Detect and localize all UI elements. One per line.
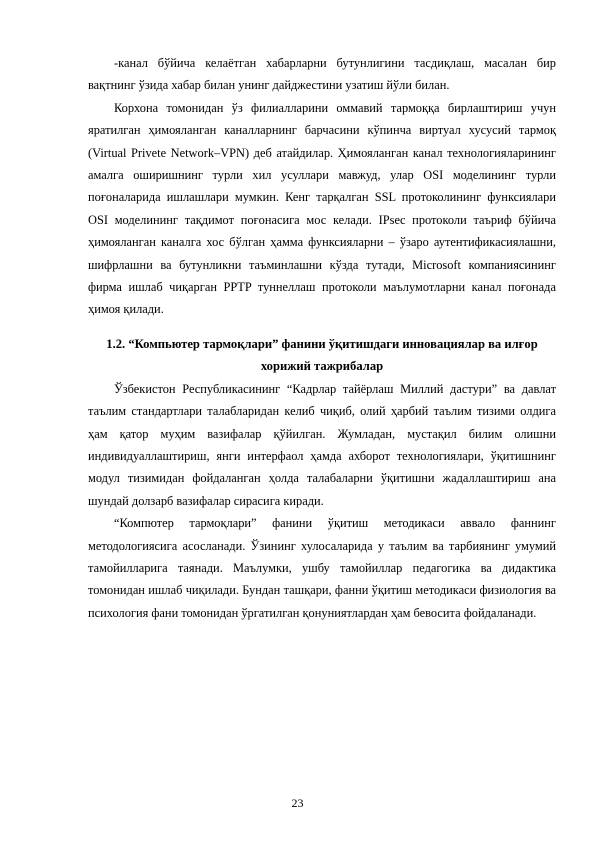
paragraph-channel-integrity: -канал бўйича келаётган хабарларни бутунлигини тасдиқлаш, масалан бир вақтнинг ўзида хабар билан унинг дайджестини узатиш йўли билан.	[88, 56, 556, 93]
section-heading: 1.2. “Компьютер тармоқлари” фанини ўқитишдаги инновациялар ва илғор хорижий тажрибалар	[106, 336, 538, 374]
page-number: 23	[291, 796, 304, 810]
document-page	[88, 52, 556, 624]
paragraph-vpn: Корхона томонидан ўз филиалларини оммавий тармоққа бирлаштириш учун яратилган ҳимояланган каналларнинг барчасини кўпинча виртуал хусусий тармоқ (Virtual Privete Network–VPN) деб атайдилар. Ҳимояланган канал технологияларининг амалга оширишнинг турли хил усуллари мавжуд, улар OSI моделининг турли поғоналарида ишлашлари мумкин. Кенг тарқалган SSL протоколининг функсиялари OSI моделининг тақдимот поғонасига мос келади. IPsec протоколи таъриф бўйича ҳимояланган каналга хос бўлган ҳамма функсияларни – ўзаро аутентификасиялашни, шифрлашни ва бутунликни таъминлашни кўзда тутади, Microsoft компаниясининг фирма ишлаб чиқарган PPTP туннеллаш протоколи маълумотларни канал поғонада ҳимоя қилади.	[88, 100, 556, 317]
paragraph-national-program: Ўзбекистон Республикасининг “Кадрлар тайёрлаш Миллий дастури” ва давлат таълим стандартлари талабларидан келиб чиқиб, олий ҳарбий таълим тизими олдига ҳам қатор муҳим вазифалар қўйилган. Жумладан, мустақил билим олишни индивидуаллаштириш, янги интерфаол ҳамда ахборот технологиялари, ўқитишнинг модул тизимидан фойдаланган ҳолда талабаларни ўқитишни жадаллаштириш ана шундай долзарб вазифалар сирасига киради.	[88, 381, 556, 508]
paragraph-methodology: “Компютер тармоқлари” фанини ўқитиш методикаси аввало фаннинг методологиясига асосланади. Ўзининг хулосаларида у таълим ва тарбиянинг умумий тамойилларига таянади. Маълумки, ушбу тамойиллар педагогика ва дидактика томонидан ишлаб чиқилади. Бундан ташқари, фанни ўқитиш методикаси физиология ва психология фани томонидан ўргатилган қонуниятлардан ҳам бевосита фойдаланади.	[88, 516, 556, 620]
